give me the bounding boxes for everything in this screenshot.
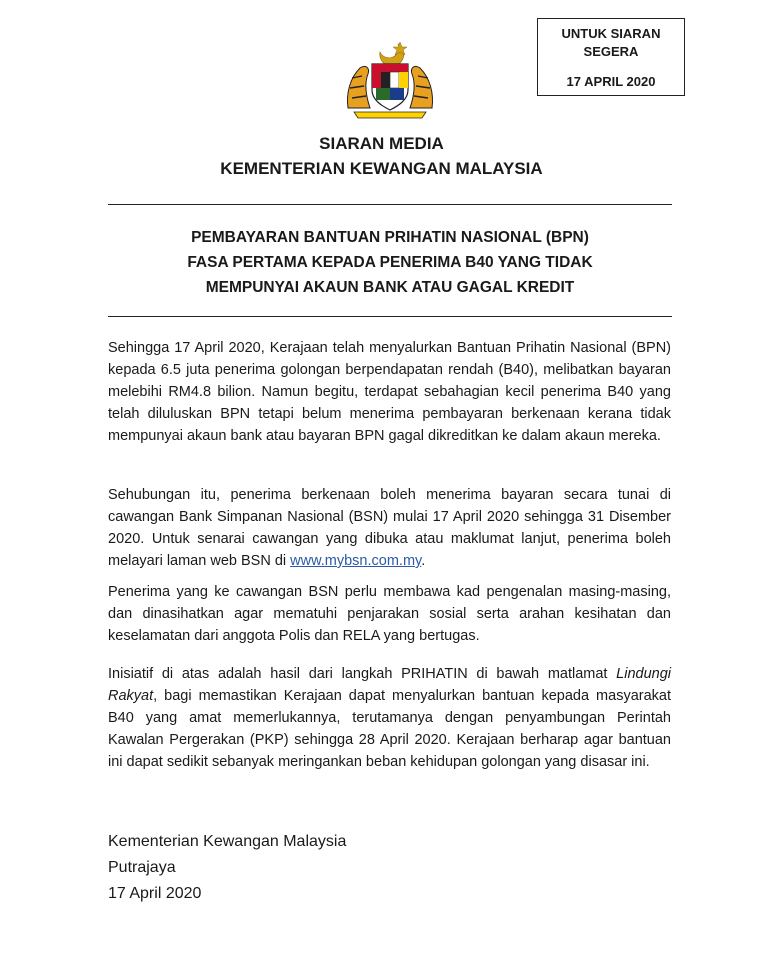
headline-line3: MEMPUNYAI AKAUN BANK ATAU GAGAL KREDIT bbox=[205, 279, 575, 296]
paragraph-1 bbox=[108, 337, 671, 447]
paragraph-2-text: Sehubungan itu, penerima berkenaan boleh menerima bayaran secara tunai di cawangan Bank Simpanan Nasional (BSN) mulai 17 April 2020 sehingga 31 Disember 2020. Untuk senarai cawangan yang dibuka atau maklumat lanjut, penerima boleh melayari laman web BSN di bbox=[108, 487, 671, 569]
headline-line1: PEMBAYARAN BANTUAN PRIHATIN NASIONAL (BPN) bbox=[191, 229, 589, 246]
ministry-title: KEMENTERIAN KEWANGAN MALAYSIA bbox=[220, 159, 543, 178]
media-release-title: SIARAN MEDIA bbox=[319, 134, 444, 153]
paragraph-4 bbox=[108, 663, 671, 773]
signature-block bbox=[108, 829, 346, 907]
paragraph-4-text-a: Inisiatif di atas adalah hasil dari langkah PRIHATIN di bawah matlamat bbox=[108, 666, 617, 682]
paragraph-3-text: Penerima yang ke cawangan BSN perlu membawa kad pengenalan masing-masing, dan dinasihatkan agar mematuhi penjarakan sosial serta arahan kesihatan dan keselamatan dari anggota Polis dan RELA yang bertugas. bbox=[108, 584, 671, 644]
divider-top bbox=[108, 204, 672, 205]
divider-bottom bbox=[108, 316, 672, 317]
release-notice-date: 17 APRIL 2020 bbox=[566, 74, 656, 89]
paragraph-4-text-b: , bagi memastikan Kerajaan dapat menyalurkan bantuan kepada masyarakat B40 yang amat memerlukannya, terutamanya dengan penyambungan Perintah Kawalan Pergerakan (PKP) sehingga 28 April 2020. Kerajaan berharap agar bantuan ini dapat sedikit sebanyak meringankan beban kehidupan golongan yang disasar ini. bbox=[108, 688, 671, 770]
release-notice-line2: SEGERA bbox=[583, 44, 639, 59]
headline-line2: FASA PERTAMA KEPADA PENERIMA B40 YANG TIDAK bbox=[187, 254, 593, 271]
headline bbox=[108, 225, 672, 300]
paragraph-1-text: Sehingga 17 April 2020, Kerajaan telah menyalurkan Bantuan Prihatin Nasional (BPN) kepada 6.5 juta penerima golongan berpendapatan rendah (B40), melibatkan bayaran melebihi RM4.8 bilion. Namun begitu, terdapat sebahagian kecil penerima B40 yang telah diluluskan BPN tetapi belum menerima pembayaran berkenaan kerana tidak mempunyai akaun bank atau bayaran BPN gagal dikreditkan ke dalam akaun mereka. bbox=[108, 340, 671, 444]
paragraph-4-emphasis: Lindungi Rakyat bbox=[108, 666, 671, 704]
signature-place: Putrajaya bbox=[108, 859, 176, 876]
signature-date: 17 April 2020 bbox=[108, 885, 202, 902]
signature-org: Kementerian Kewangan Malaysia bbox=[108, 833, 347, 850]
release-notice-box bbox=[537, 18, 685, 96]
paragraph-3 bbox=[108, 581, 671, 647]
paragraph-2-end: . bbox=[421, 553, 426, 569]
paragraph-2 bbox=[108, 484, 671, 572]
bsn-website-link[interactable]: www.mybsn.com.my bbox=[290, 553, 422, 569]
coat-of-arms-emblem bbox=[340, 38, 440, 120]
release-notice-line1: UNTUK SIARAN bbox=[561, 26, 661, 41]
